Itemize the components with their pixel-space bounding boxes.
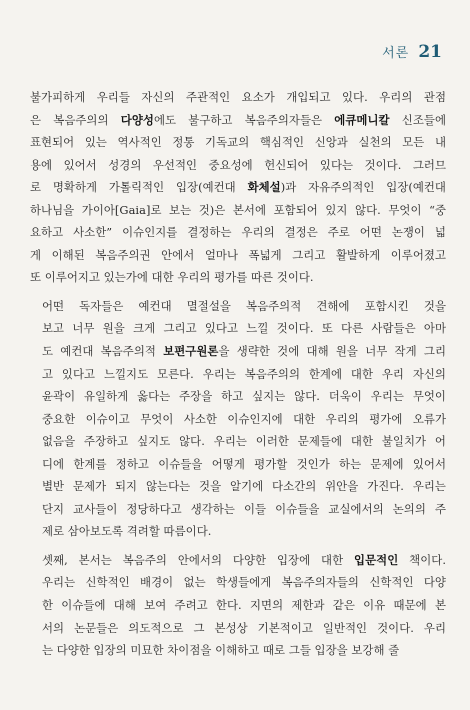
text-run: 책이다. <box>398 552 446 567</box>
text-line <box>30 571 446 594</box>
text-run: 신조들에 <box>389 112 446 127</box>
text-line <box>30 221 446 244</box>
text-line <box>30 109 446 132</box>
text-line <box>30 594 446 617</box>
text-run: 서의 논문들은 의도적으로 그 본성상 기본적이고 일반적인 것이다. 우리 <box>42 620 446 635</box>
text-line <box>30 317 446 340</box>
text-line <box>30 430 446 453</box>
bold-term: 에큐메니칼 <box>334 112 390 127</box>
paragraph <box>30 86 446 289</box>
text-run: 요하고 사소한” 이슈인지를 결정하는 우리의 결정은 주로 어떤 논쟁이 넓 <box>30 225 446 240</box>
text-line <box>30 295 446 318</box>
text-line <box>30 131 446 154</box>
text-line <box>30 266 446 289</box>
text-line <box>30 176 446 199</box>
text-line <box>30 475 446 498</box>
text-line <box>30 363 446 386</box>
text-run: 게 이해된 복음주의권 안에서 얼마나 폭넓게 그리고 활발하게 이루어졌고 <box>30 247 446 262</box>
text-line <box>30 520 446 543</box>
text-line <box>30 385 446 408</box>
text-run: 윤곽이 유일하게 옳다는 주장을 하고 싶지는 않다. 더욱이 우리는 무엇이 <box>42 389 446 404</box>
text-run: 어떤 독자들은 예컨대 멸절설을 복음주의적 견해에 포함시킨 것을 <box>42 298 446 313</box>
text-run: 용에 있어서 성경의 우선적인 중요성에 헌신되어 있다는 것이다. 그러므 <box>30 157 446 172</box>
text-run: 디에 한계를 정하고 이슈들을 어떻게 평가할 것인가 하는 문제에 있어서 <box>42 456 446 471</box>
paragraph <box>30 549 446 662</box>
text-run: 하나님을 가이아[Gaia]로 보는 것)은 본서에 포함되어 있지 않다. 무엇이 “중 <box>30 202 446 217</box>
bold-term: 화체설 <box>247 180 281 195</box>
text-run: 고 있다고 느낄지도 모른다. 우리는 복음주의의 한계에 대한 우리 자신의 <box>42 366 446 381</box>
text-run: 또 이루어지고 있는가에 대한 우리의 평가를 따른 것이다. <box>30 270 314 285</box>
text-run: 도 예컨대 복음주의적 <box>42 344 164 359</box>
text-run: 셋째, 본서는 복음주의 안에서의 다양한 입장에 대한 <box>42 552 355 567</box>
text-run: 은 복음주의의 <box>30 112 121 127</box>
text-run: 중요한 이슈이고 무엇이 사소한 이슈인지에 대한 우리의 평가에 오류가 <box>42 411 446 426</box>
text-line <box>30 453 446 476</box>
text-line <box>30 154 446 177</box>
page-number: 21 <box>418 42 442 62</box>
running-header <box>382 42 442 62</box>
text-line <box>30 549 446 572</box>
paragraph <box>30 295 446 543</box>
text-run: 표현되어 있는 역사적인 정통 기독교의 핵심적인 신앙과 실천의 모든 내 <box>30 135 446 150</box>
section-title: 서론 <box>382 46 410 61</box>
text-run: 에도 불구하고 복음주의자들은 <box>153 112 335 127</box>
text-run: 로 명확하게 가톨릭적인 입장(예컨대 <box>30 180 248 195</box>
text-run: 제로 삼아보도록 격려할 따름이다. <box>42 524 212 539</box>
body-text <box>30 86 446 668</box>
bold-term: 보편구원론 <box>163 344 219 359</box>
text-run: 없음을 주장하고 싶지도 않다. 우리는 이러한 문제들에 대한 불일치가 어 <box>42 434 446 449</box>
text-run: )과 자유주의적인 입장(예컨대 <box>280 180 446 195</box>
text-run: 는 다양한 입장의 미묘한 차이점을 이해하고 때로 그들 입장을 보강해 줄 <box>42 643 400 658</box>
text-run: 보고 너무 원을 크게 그리고 있다고 느낄 것이다. 또 다른 사람들은 아마 <box>42 321 446 336</box>
text-line <box>30 199 446 222</box>
text-line <box>30 639 446 662</box>
text-run: 우리는 신학적인 배경이 없는 학생들에게 복음주의자들의 신학적인 다양 <box>42 575 446 590</box>
text-line <box>30 244 446 267</box>
text-line <box>30 86 446 109</box>
bold-term: 다양성 <box>120 112 154 127</box>
text-run: 한 이슈들에 대해 보여 주려고 한다. 지면의 제한과 같은 이유 때문에 본 <box>42 598 446 613</box>
text-line <box>30 340 446 363</box>
text-line <box>30 617 446 640</box>
text-run: 단지 교사들이 정당하다고 생각하는 이들 이슈들을 교실에서의 논의의 주 <box>42 501 446 516</box>
text-line <box>30 498 446 521</box>
text-run: 불가피하게 우리들 자신의 주관적인 요소가 개입되고 있다. 우리의 관점 <box>30 90 446 104</box>
text-line <box>30 408 446 431</box>
bold-term: 입문적인 <box>354 552 399 567</box>
text-run: 을 생략한 것에 대해 원을 너무 작게 그리 <box>218 344 446 359</box>
text-run: 별반 문제가 되지 않는다는 것을 알기에 다소간의 위안을 가진다. 우리는 <box>42 479 446 494</box>
